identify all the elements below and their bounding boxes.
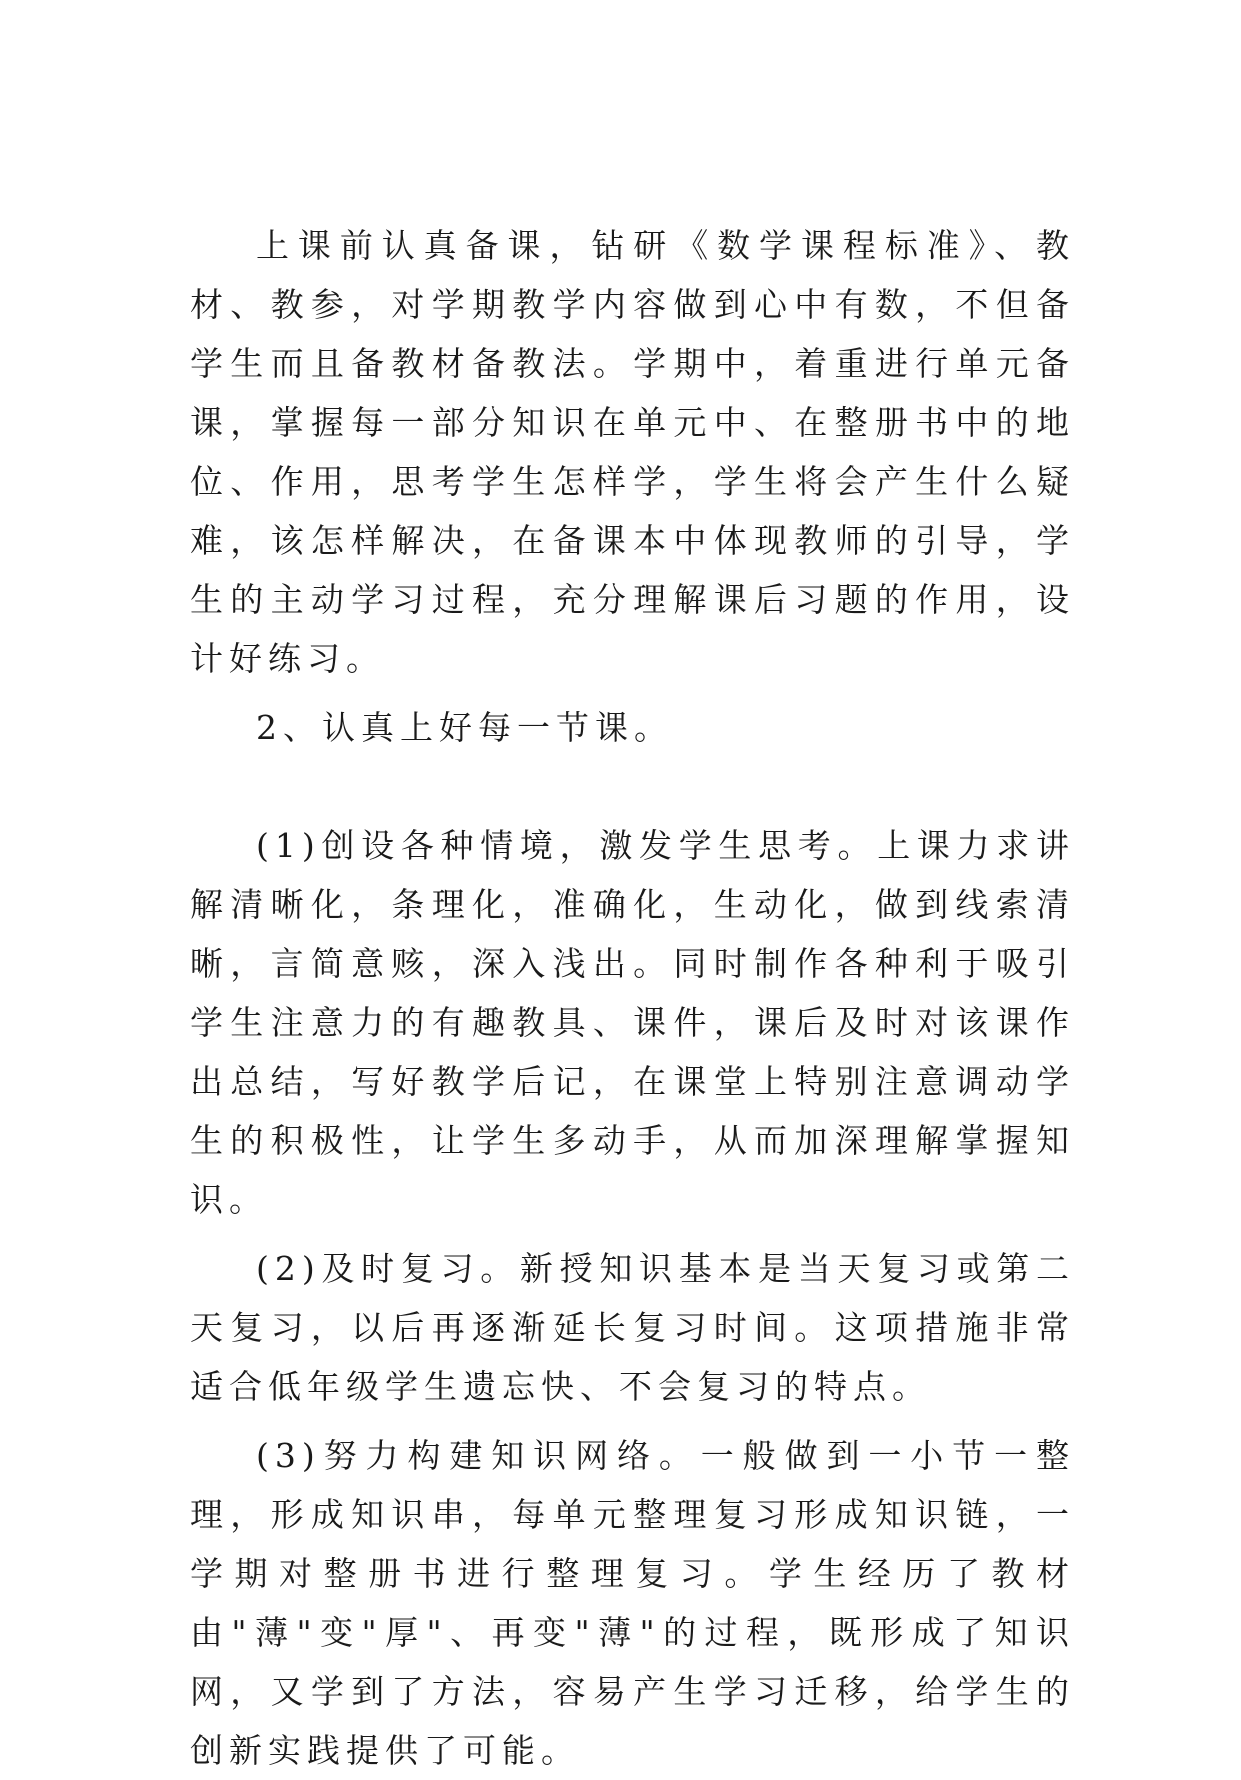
paragraph-item-3: (3)努力构建知识网络。一般做到一小节一整理，形成知识串，每单元整理复习形成知识链，一学期对整册书进行整理复习。学生经历了教材由"薄"变"厚"、再变"薄"的过程，既形成了知识网，又学到了方法，容易产生学习迁移，给学生的创新实践提供了可能。: [190, 1436, 1075, 1770]
paragraph-item-2: (2)及时复习。新授知识基本是当天复习或第二天复习，以后再逐渐延长复习时间。这项措施非常适合低年级学生遗忘快、不会复习的特点。: [190, 1249, 1075, 1406]
paragraph-section-heading: 2、认真上好每一节课。: [256, 708, 673, 747]
paragraph-lesson-prep: 上课前认真备课，钻研《数学课程标准》、教材、教参，对学期教学内容做到心中有数，不但备学生而且备教材备教法。学期中，着重进行单元备课，掌握每一部分知识在单元中、在整册书中的地位、作用，思考学生怎样学，学生将会产生什么疑难，该怎样解决，在备课本中体现教师的引导，学生的主动学习过程，充分理解课后习题的作用，设计好练习。: [190, 226, 1075, 678]
document-body: [190, 216, 1075, 1780]
paragraph-item-1: (1)创设各种情境，激发学生思考。上课力求讲解清晰化，条理化，准确化，生动化，做到线索清晰，言简意赅，深入浅出。同时制作各种利于吸引学生注意力的有趣教具、课件，课后及时对该课作出总结，写好教学后记，在课堂上特别注意调动学生的积极性，让学生多动手，从而加深理解掌握知识。: [190, 826, 1075, 1219]
